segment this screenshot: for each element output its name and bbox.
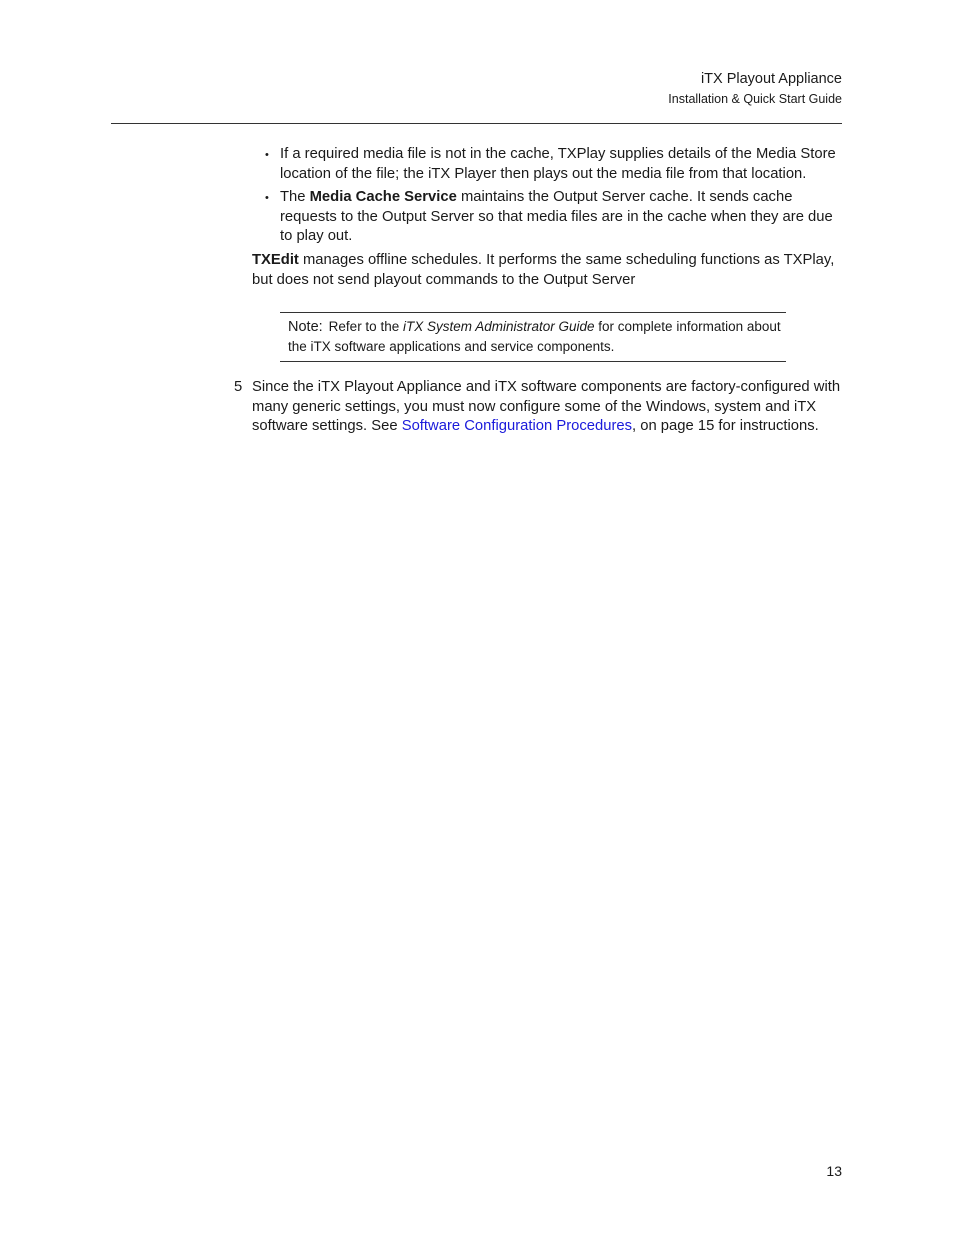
step-5	[234, 378, 842, 437]
note-text: for complete information about the iTX software applications and service components.	[288, 319, 781, 355]
page-content	[234, 145, 842, 437]
software-configuration-link[interactable]: Software Configuration Procedures	[401, 418, 633, 435]
txedit-term: TXEdit	[252, 251, 299, 268]
page-number: 13	[826, 1163, 842, 1179]
note-guide-title: iTX System Administrator Guide	[402, 319, 595, 335]
note-prefix: Refer to the	[328, 319, 403, 335]
page-header	[668, 70, 842, 109]
bullet-list	[252, 145, 842, 247]
step-suffix: , on page 15 for instructions.	[632, 418, 819, 435]
bullet-text: maintains the Output Server cache. It sends cache requests to the Output Server so that media files are in the cache when they are due to play out.	[280, 189, 833, 245]
list-item	[252, 145, 842, 184]
txedit-paragraph	[252, 251, 842, 290]
media-cache-service-term: Media Cache Service	[309, 189, 457, 206]
list-item	[252, 188, 842, 247]
bullet-marker: •	[265, 192, 269, 205]
step-text: Since the iTX Playout Appliance and iTX software components are factory-configured with many generic settings, you must now configure some of the Windows, system and iTX software settings. See	[252, 379, 841, 435]
document-subtitle: Installation & Quick Start Guide	[668, 92, 842, 106]
step-number: 5	[234, 379, 243, 396]
header-divider	[111, 123, 842, 124]
bullet-prefix: The	[280, 189, 310, 206]
bullet-text: If a required media file is not in the cache, TXPlay supplies details of the Media Store location of the file; the iTX Player then plays out the media file from that location.	[280, 146, 836, 182]
bullet-marker: •	[265, 149, 269, 161]
txedit-text: manages offline schedules. It performs the same scheduling functions as TXPlay, but does not send playout commands to the Output Server	[252, 251, 835, 288]
document-title: iTX Playout Appliance	[700, 71, 842, 87]
note-label: Note:	[288, 319, 323, 336]
note-box	[280, 312, 786, 362]
